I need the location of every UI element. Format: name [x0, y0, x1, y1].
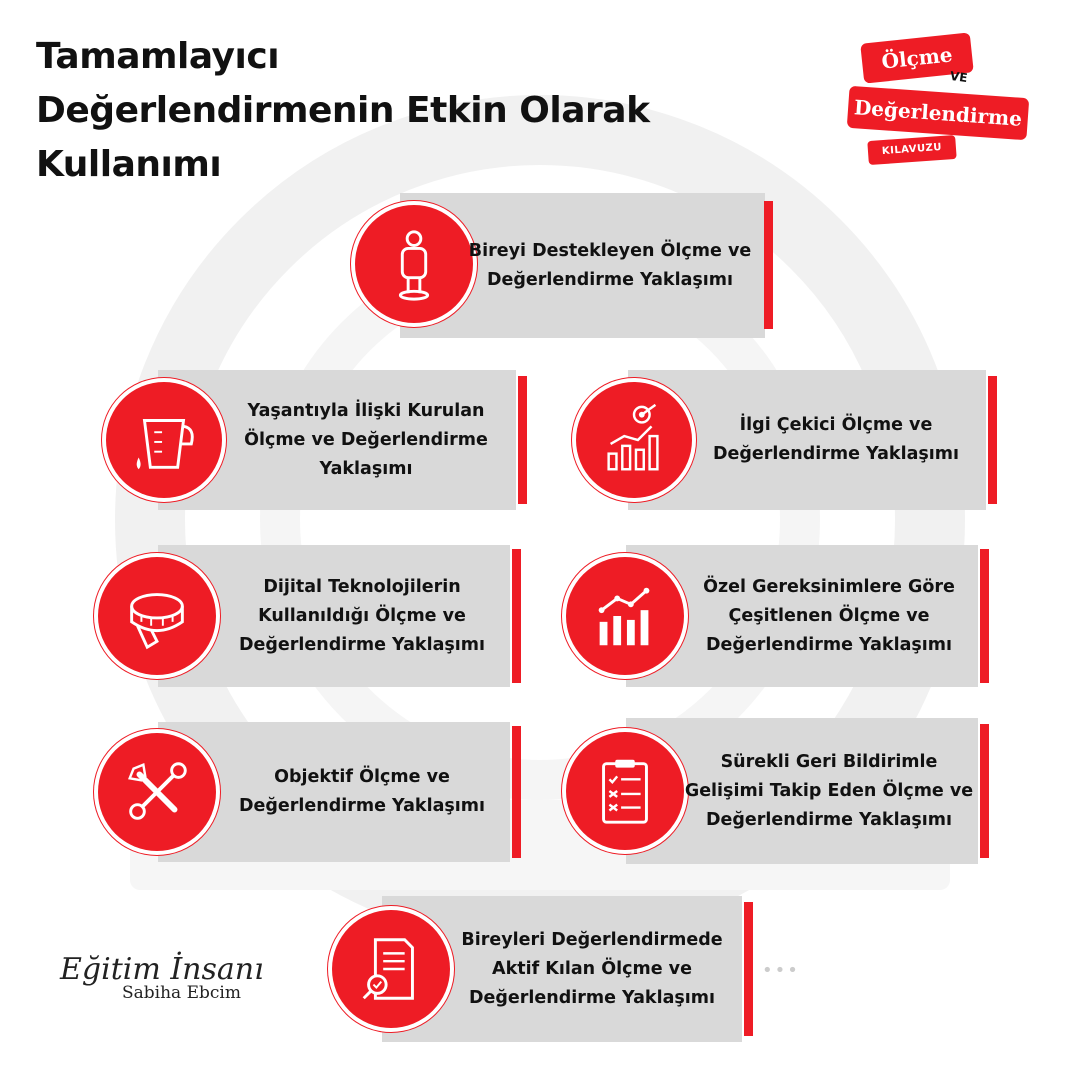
tools-icon — [118, 753, 196, 831]
card-label: Bireyleri Değerlendirmede Aktif Kılan Ölçme ve Değerlendirme Yaklaşımı — [461, 929, 723, 1008]
card-label: Yaşantıyla İlişki Kurulan Ölçme ve Değerlendirme Yaklaşımı — [244, 400, 488, 479]
card-icon-circle — [566, 732, 684, 850]
card-ozel-gereksinimler — [560, 545, 998, 687]
document-search-icon — [352, 930, 430, 1008]
logo-badge-kilavuzu: KILAVUZU — [867, 135, 956, 165]
card-label: Sürekli Geri Bildirimle Gelişimi Takip Eden Ölçme ve Değerlendirme Yaklaşımı — [684, 751, 974, 830]
card-label: İlgi Çekici Ölçme ve Değerlendirme Yaklaşımı — [712, 415, 960, 464]
card-label: Özel Gereksinimlere Göre Çeşitlenen Ölçme ve Değerlendirme Yaklaşımı — [703, 576, 955, 655]
person-standing-icon — [375, 225, 453, 303]
logo-word-olcme: Ölçme — [860, 32, 974, 83]
title-line-3: Kullanımı — [36, 144, 222, 185]
card-bireyleri-degerlendirmede — [322, 896, 762, 1042]
card-icon-circle — [566, 557, 684, 675]
card-icon-circle — [106, 382, 222, 498]
measuring-cup-icon — [125, 401, 203, 479]
card-objektif — [92, 722, 532, 862]
card-label: Dijital Teknolojilerin Kullanıldığı Ölçme ve Değerlendirme Yaklaşımı — [238, 576, 486, 655]
card-yasantiyla-iliski — [98, 370, 538, 510]
page-title — [36, 30, 716, 192]
card-dijital-teknolojiler — [92, 545, 532, 687]
card-label: Bireyi Destekleyen Ölçme ve Değerlendirme Yaklaşımı — [468, 240, 752, 290]
signature-script: Eğitim İnsanı — [60, 952, 264, 987]
card-ilgi-cekici — [568, 370, 998, 510]
author-signature — [60, 952, 280, 1003]
card-icon-circle — [576, 382, 692, 498]
checklist-clipboard-icon — [586, 752, 664, 830]
growth-chart-icon — [586, 577, 664, 655]
brand-logo — [840, 30, 1040, 170]
signature-name: Sabiha Ebcim — [122, 983, 241, 1003]
card-icon-circle — [98, 557, 216, 675]
target-chart-icon — [595, 401, 673, 479]
card-icon-circle — [355, 205, 473, 323]
logo-connector: VE — [949, 68, 969, 86]
tape-measure-icon — [118, 577, 196, 655]
title-line-2: Değerlendirmenin Etkin Olarak — [36, 90, 650, 131]
logo-word-degerlendirme: Değerlendirme — [847, 86, 1029, 140]
card-icon-circle — [332, 910, 450, 1028]
card-bireyi-destekleyen — [340, 193, 780, 338]
card-icon-circle — [98, 733, 216, 851]
card-surekli-geri-bildirim — [560, 718, 998, 864]
card-label: Objektif Ölçme ve Değerlendirme Yaklaşımı — [238, 767, 486, 816]
more-dots: ••• — [762, 960, 800, 981]
title-line-1: Tamamlayıcı — [36, 36, 280, 77]
